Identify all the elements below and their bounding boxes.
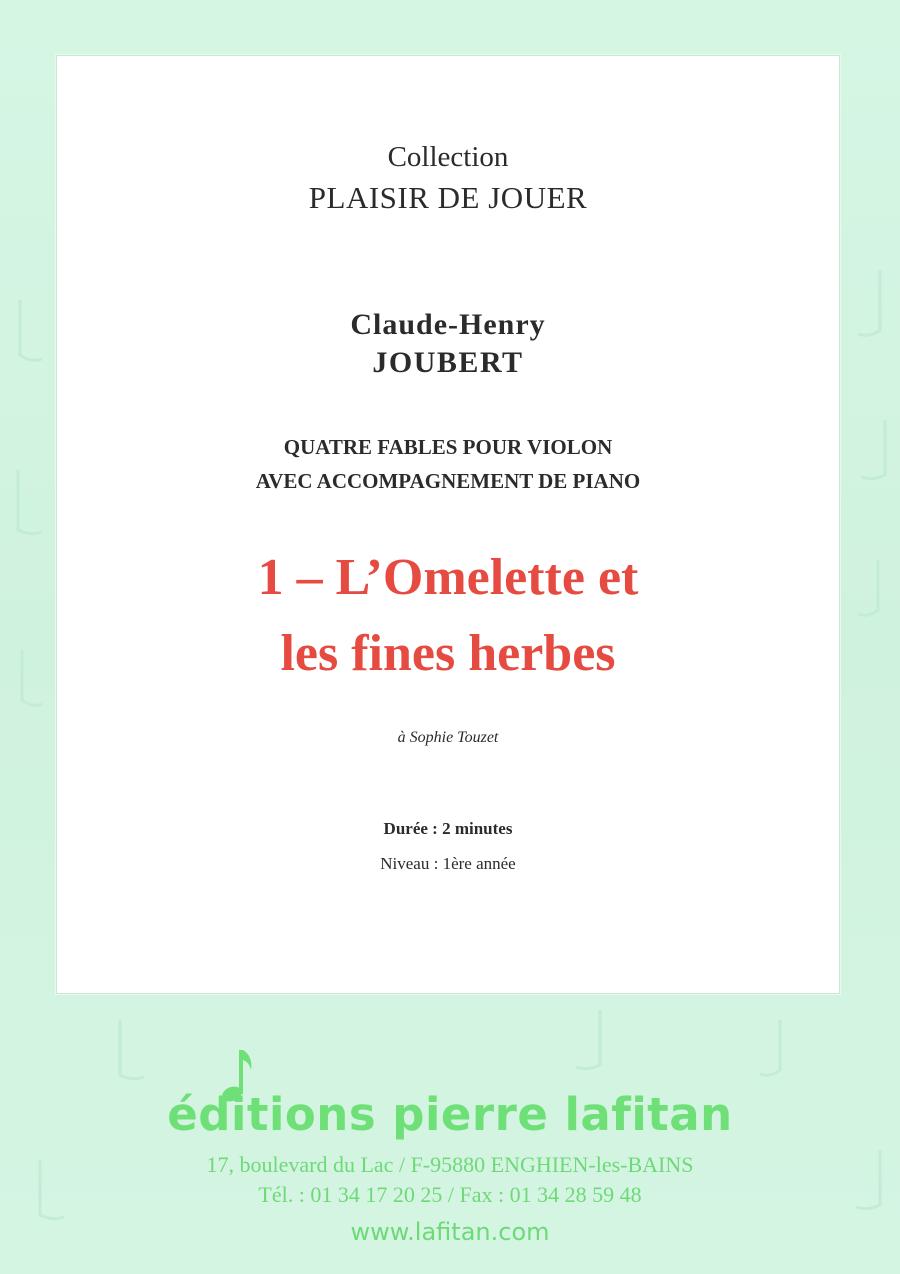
level: Niveau : 1ère année (380, 854, 516, 873)
composer-last-name: JOUBERT (372, 346, 524, 379)
work-title-line2: les fines herbes (280, 625, 616, 682)
work-title-line1: 1 – L’Omelette et (257, 549, 639, 606)
publisher-phone-fax: Tél. : 01 34 17 20 25 / Fax : 01 34 28 59 48 (258, 1182, 642, 1207)
duration: Durée : 2 minutes (383, 819, 513, 838)
work-subtitle-line1: QUATRE FABLES POUR VIOLON (283, 435, 613, 459)
work-subtitle-line2: AVEC ACCOMPAGNEMENT DE PIANO (255, 469, 641, 493)
composer-first-name: Claude-Henry (350, 308, 546, 341)
collection-label: Collection (387, 141, 509, 173)
title-panel (56, 55, 840, 994)
dedication: à Sophie Touzet (397, 729, 499, 746)
publisher-address: 17, boulevard du Lac / F-95880 ENGHIEN-les-BAINS (206, 1152, 694, 1177)
publisher-website-link[interactable]: www.lafitan.com (350, 1218, 550, 1246)
publisher-name: éditions pierre lafitan (167, 1088, 733, 1141)
collection-name: PLAISIR DE JOUER (308, 180, 588, 215)
